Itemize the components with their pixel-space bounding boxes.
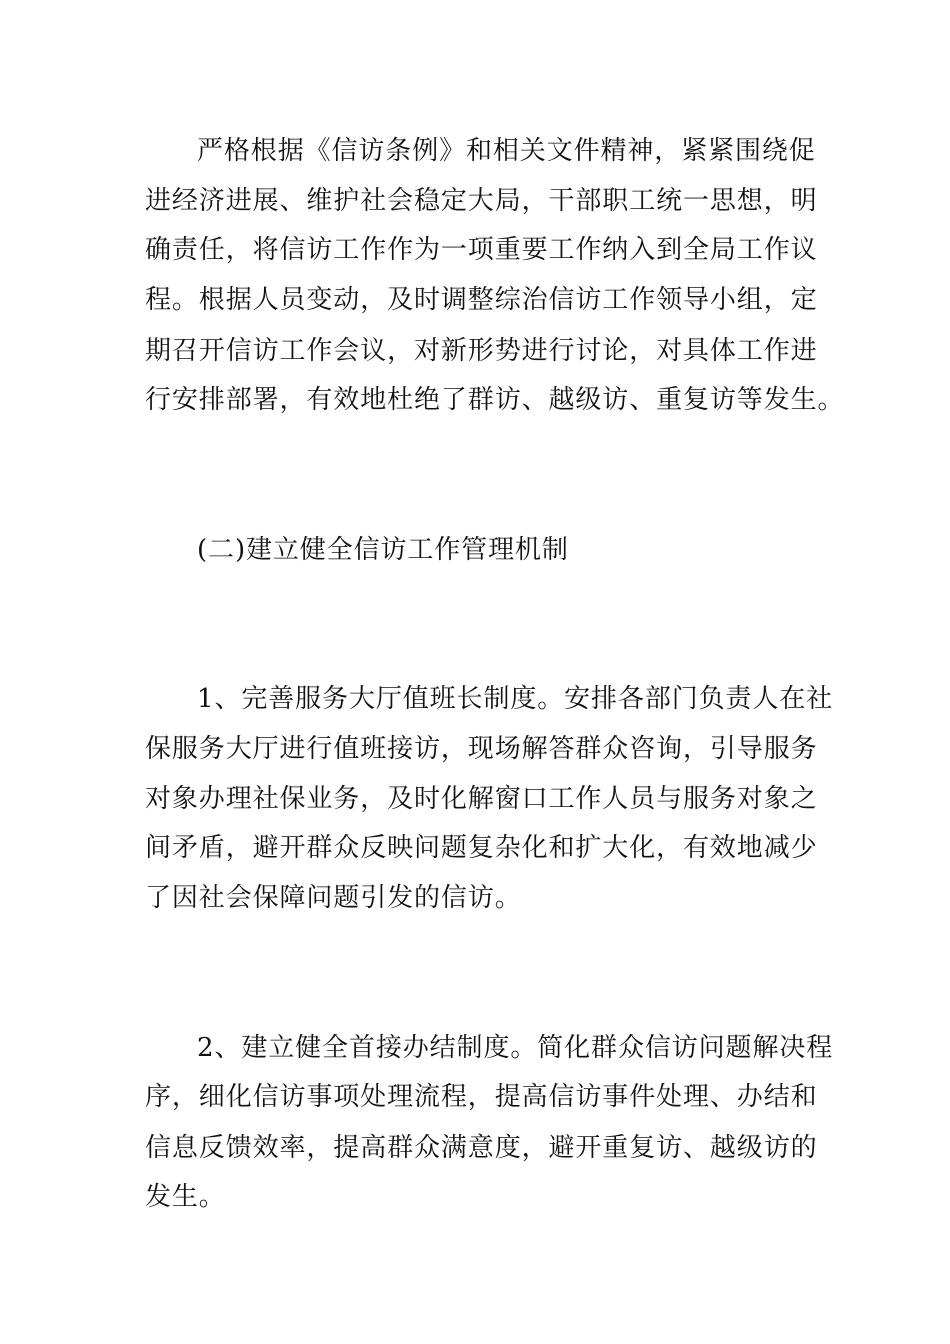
paragraph-line: 信息反馈效率，提高群众满意度，避开重复访、越级访的: [145, 1133, 818, 1163]
paragraph-line: 保服务大厅进行值班接访，现场解答群众咨询，引导服务: [145, 734, 818, 764]
paragraph-line: 确责任，将信访工作作为一项重要工作纳入到全局工作议: [145, 235, 818, 265]
paragraph-line: 期召开信访工作会议，对新形势进行讨论，对具体工作进: [145, 336, 818, 366]
paragraph-line: 发生。: [145, 1182, 226, 1212]
paragraph-line: 1、完善服务大厅值班长制度。安排各部门负责人在社: [197, 684, 834, 714]
paragraph-line: 行安排部署，有效地杜绝了群访、越级访、重复访等发生。: [145, 385, 845, 415]
paragraph-line: 严格根据《信访条例》和相关文件精神，紧紧围绕促: [197, 136, 816, 166]
paragraph-line: 2、建立健全首接办结制度。简化群众信访问题解决程: [197, 1033, 834, 1063]
paragraph-line: 间矛盾，避开群众反映问题复杂化和扩大化，有效地减少: [145, 833, 818, 863]
paragraph-line: 序，细化信访事项处理流程，提高信访事件处理、办结和: [145, 1082, 818, 1112]
paragraph-line: 对象办理社保业务，及时化解窗口工作人员与服务对象之: [145, 784, 818, 814]
paragraph-line: 程。根据人员变动，及时调整综治信访工作领导小组，定: [145, 285, 818, 315]
paragraph-line: 了因社会保障问题引发的信访。: [145, 883, 522, 913]
section-heading: (二)建立健全信访工作管理机制: [197, 535, 569, 565]
paragraph-line: 进经济进展、维护社会稳定大局，干部职工统一思想，明: [145, 186, 818, 216]
